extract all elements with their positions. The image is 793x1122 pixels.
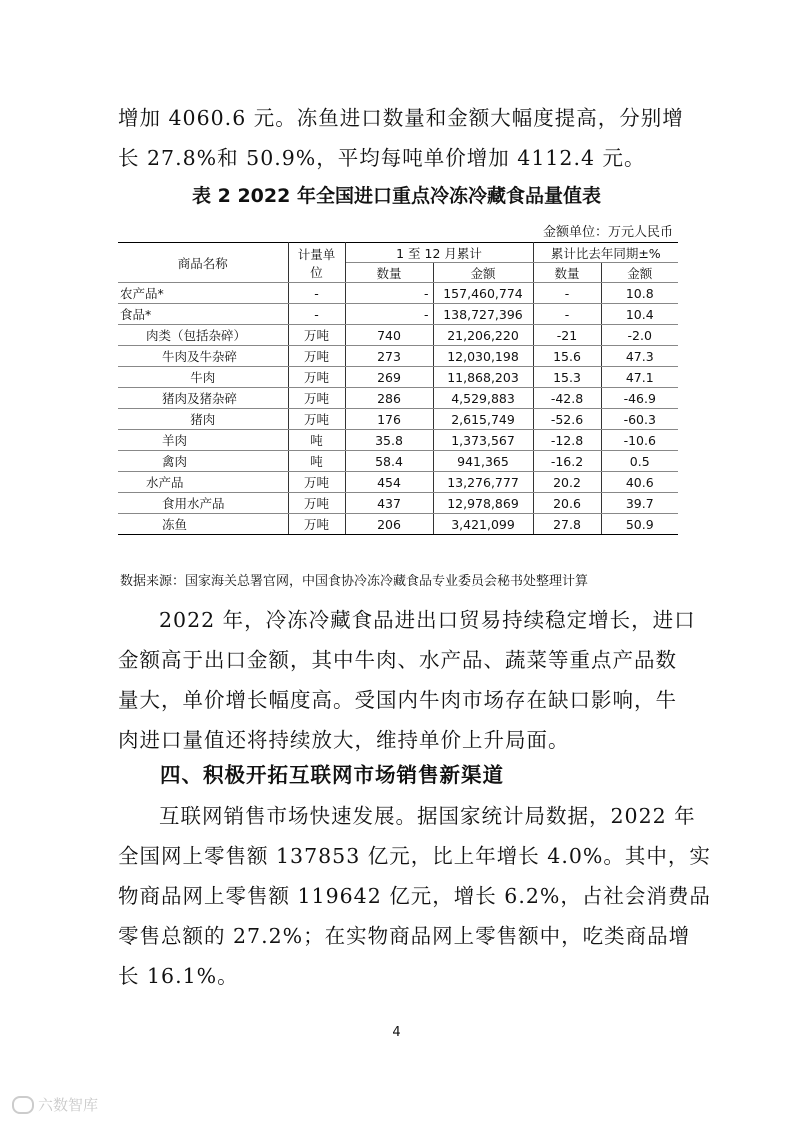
cell-yoy-qty: -12.8 xyxy=(533,430,601,451)
cell-yoy-qty: 15.3 xyxy=(533,367,601,388)
cell-name: 农产品* xyxy=(118,283,288,304)
cell-yoy-qty: 20.2 xyxy=(533,472,601,493)
cell-name: 水产品 xyxy=(118,472,288,493)
cell-unit: - xyxy=(288,304,345,325)
cell-name: 牛肉 xyxy=(118,367,288,388)
cell-yoy-qty: 27.8 xyxy=(533,514,601,535)
cell-yoy-qty: - xyxy=(533,283,601,304)
table-unit-note: 金额单位：万元人民币 xyxy=(542,225,673,240)
cell-qty: 269 xyxy=(345,367,433,388)
cell-name: 羊肉 xyxy=(118,430,288,451)
paragraph-line: 零售总额的 27.2%；在实物商品网上零售额中，吃类商品增 xyxy=(118,924,691,948)
cell-qty: 286 xyxy=(345,388,433,409)
table-row xyxy=(118,325,678,346)
table-row xyxy=(118,367,678,388)
cell-amount: 12,978,869 xyxy=(433,493,533,514)
paragraph-line: 长 16.1%。 xyxy=(118,964,239,988)
paragraph-internet xyxy=(118,796,711,996)
watermark-logo-icon xyxy=(12,1096,34,1114)
cell-unit: 万吨 xyxy=(288,472,345,493)
cell-name: 肉类（包括杂碎） xyxy=(118,325,288,346)
paragraph-line: 物商品网上零售额 119642 亿元，增长 6.2%，占社会消费品 xyxy=(118,884,711,908)
import-table xyxy=(118,242,678,535)
cell-amount: 21,206,220 xyxy=(433,325,533,346)
header-yoy: 累计比去年同期±% xyxy=(533,243,678,263)
cell-qty: 35.8 xyxy=(345,430,433,451)
cell-yoy-qty: 20.6 xyxy=(533,493,601,514)
cell-yoy-amount: 47.1 xyxy=(601,367,678,388)
cell-qty: 58.4 xyxy=(345,451,433,472)
paragraph-line: 肉进口量值还将持续放大，维持单价上升局面。 xyxy=(118,728,570,752)
table-row xyxy=(118,430,678,451)
cell-yoy-amount: 10.4 xyxy=(601,304,678,325)
table-row xyxy=(118,283,678,304)
cell-yoy-amount: -46.9 xyxy=(601,388,678,409)
cell-name: 禽肉 xyxy=(118,451,288,472)
cell-yoy-amount: 50.9 xyxy=(601,514,678,535)
table-title: 表 2 2022 年全国进口重点冷冻冷藏食品量值表 xyxy=(192,185,601,207)
cell-amount: 13,276,777 xyxy=(433,472,533,493)
cell-unit: 吨 xyxy=(288,451,345,472)
cell-qty: 206 xyxy=(345,514,433,535)
table-row xyxy=(118,514,678,535)
header-unit: 计量单位 xyxy=(288,243,345,283)
cell-yoy-qty: -16.2 xyxy=(533,451,601,472)
cell-amount: 12,030,198 xyxy=(433,346,533,367)
watermark-text: 六数智库 xyxy=(38,1096,99,1114)
cell-amount: 3,421,099 xyxy=(433,514,533,535)
cell-unit: 万吨 xyxy=(288,325,345,346)
cell-name: 牛肉及牛杂碎 xyxy=(118,346,288,367)
table-row xyxy=(118,388,678,409)
cell-yoy-amount: -10.6 xyxy=(601,430,678,451)
cell-unit: 万吨 xyxy=(288,409,345,430)
table-row xyxy=(118,409,678,430)
header-yoy-amount: 金额 xyxy=(601,263,678,283)
cell-unit: 万吨 xyxy=(288,493,345,514)
cell-amount: 2,615,749 xyxy=(433,409,533,430)
cell-unit: - xyxy=(288,283,345,304)
cell-yoy-amount: 10.8 xyxy=(601,283,678,304)
header-name: 商品名称 xyxy=(118,243,288,283)
header-qty: 数量 xyxy=(345,263,433,283)
cell-unit: 万吨 xyxy=(288,514,345,535)
cell-unit: 万吨 xyxy=(288,367,345,388)
header-yoy-qty: 数量 xyxy=(533,263,601,283)
cell-unit: 万吨 xyxy=(288,346,345,367)
paragraph-trade xyxy=(118,600,696,760)
cell-name: 食品* xyxy=(118,304,288,325)
table-row xyxy=(118,304,678,325)
table-row xyxy=(118,451,678,472)
paragraph-line: 金额高于出口金额，其中牛肉、水产品、蔬菜等重点产品数 xyxy=(118,648,677,672)
cell-yoy-amount: 0.5 xyxy=(601,451,678,472)
cell-qty: 176 xyxy=(345,409,433,430)
cell-qty: 437 xyxy=(345,493,433,514)
table-source-note: 数据来源：国家海关总署官网，中国食协冷冻冷藏食品专业委员会秘书处整理计算 xyxy=(120,574,589,589)
cell-amount: 157,460,774 xyxy=(433,283,533,304)
cell-name: 猪肉及猪杂碎 xyxy=(118,388,288,409)
cell-name: 猪肉 xyxy=(118,409,288,430)
table-row xyxy=(118,346,678,367)
cell-qty: - xyxy=(345,304,433,325)
cell-yoy-qty: -21 xyxy=(533,325,601,346)
top-paragraph xyxy=(118,98,684,178)
cell-qty: 740 xyxy=(345,325,433,346)
page-number: 4 xyxy=(392,1025,401,1040)
cell-yoy-amount: 39.7 xyxy=(601,493,678,514)
cell-unit: 万吨 xyxy=(288,388,345,409)
cell-yoy-amount: -2.0 xyxy=(601,325,678,346)
header-amount: 金额 xyxy=(433,263,533,283)
paragraph-line: 增加 4060.6 元。冻鱼进口数量和金额大幅度提高，分别增 xyxy=(118,106,684,130)
header-cumulative: 1 至 12 月累计 xyxy=(345,243,533,263)
cell-yoy-amount: -60.3 xyxy=(601,409,678,430)
cell-yoy-qty: 15.6 xyxy=(533,346,601,367)
cell-name: 食用水产品 xyxy=(118,493,288,514)
cell-yoy-amount: 40.6 xyxy=(601,472,678,493)
cell-amount: 941,365 xyxy=(433,451,533,472)
cell-qty: - xyxy=(345,283,433,304)
cell-name: 冻鱼 xyxy=(118,514,288,535)
cell-yoy-qty: -52.6 xyxy=(533,409,601,430)
cell-yoy-qty: - xyxy=(533,304,601,325)
cell-yoy-amount: 47.3 xyxy=(601,346,678,367)
paragraph-line: 全国网上零售额 137853 亿元，比上年增长 4.0%。其中，实 xyxy=(118,844,711,868)
paragraph-line: 2022 年，冷冻冷藏食品进出口贸易持续稳定增长，进口 xyxy=(159,608,696,632)
watermark xyxy=(12,1094,98,1115)
cell-amount: 138,727,396 xyxy=(433,304,533,325)
cell-qty: 273 xyxy=(345,346,433,367)
cell-amount: 11,868,203 xyxy=(433,367,533,388)
cell-unit: 吨 xyxy=(288,430,345,451)
cell-qty: 454 xyxy=(345,472,433,493)
table-row xyxy=(118,493,678,514)
section-heading: 四、积极开拓互联网市场销售新渠道 xyxy=(160,763,504,787)
paragraph-line: 长 27.8%和 50.9%，平均每吨单价增加 4112.4 元。 xyxy=(118,146,646,170)
cell-amount: 1,373,567 xyxy=(433,430,533,451)
paragraph-line: 互联网销售市场快速发展。据国家统计局数据，2022 年 xyxy=(159,804,696,828)
table-row xyxy=(118,472,678,493)
cell-amount: 4,529,883 xyxy=(433,388,533,409)
paragraph-line: 量大，单价增长幅度高。受国内牛肉市场存在缺口影响，牛 xyxy=(118,688,677,712)
cell-yoy-qty: -42.8 xyxy=(533,388,601,409)
